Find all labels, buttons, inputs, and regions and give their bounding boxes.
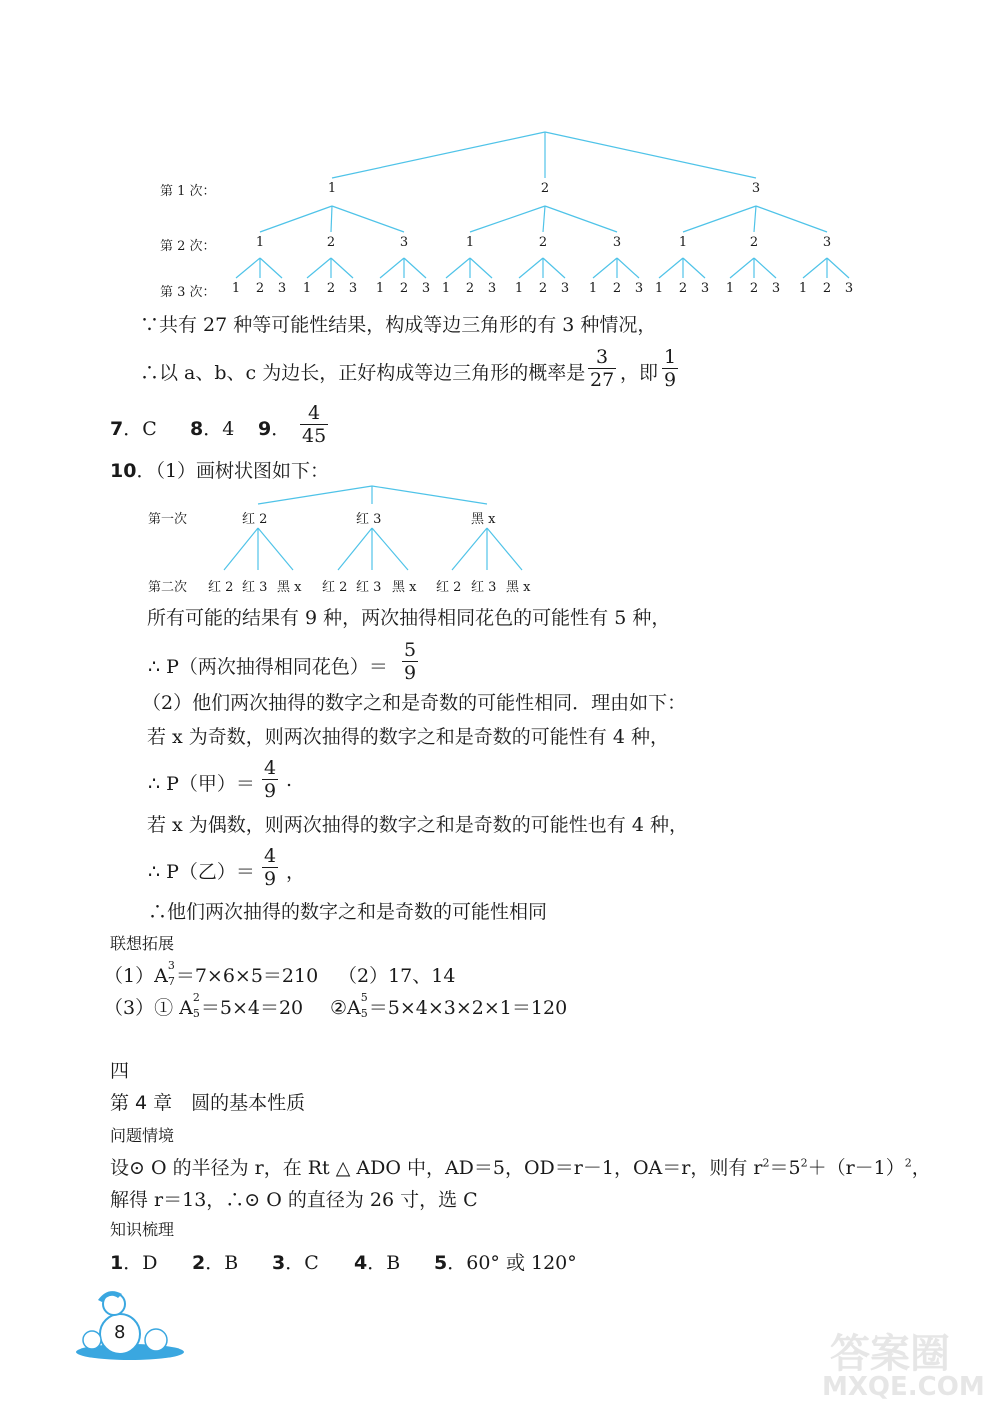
p10-p-jia-den: 9 — [264, 780, 277, 802]
knowledge-answer-2-num: 2 — [192, 1252, 206, 1274]
p10-part2: （2）他们两次抽得的数字之和是奇数的可能性相同．理由如下： — [142, 692, 687, 714]
answer-9-dot: ． — [271, 418, 291, 440]
extension-2b-rest: ＝5×4×3×2×1＝120 — [368, 997, 568, 1019]
knowledge-answer-3-num: 3 — [272, 1252, 286, 1274]
tree1-row-label-3: 第 3 次： — [160, 285, 216, 300]
p6-frac1-num: 3 — [596, 346, 609, 368]
extension-title: 联想拓展 — [110, 934, 175, 953]
knowledge-answer-1-num: 1 — [110, 1252, 124, 1274]
sol1-sup2: 2 — [800, 1156, 808, 1170]
tree1-node-l3-19: 2 — [678, 281, 688, 296]
answer-7 — [110, 414, 157, 441]
tree1-branch-l2-3 — [307, 258, 331, 278]
extension-1a-prefix: （1）A — [104, 965, 168, 987]
sol1-prefix: 设⊙ O 的半径为 r，在 Rt △ ADO 中，AD＝5，OD＝r－1，OA＝r，则有 r — [110, 1157, 763, 1179]
answer-9-frac-num: 4 — [308, 402, 321, 424]
tree1-node-l2-2: 3 — [399, 235, 409, 250]
tree1-branch-l2-12 — [519, 258, 543, 278]
tree1-node-l3-17: 3 — [634, 281, 644, 296]
p10-p-yi-num: 4 — [264, 845, 277, 867]
p10-p-yi-den: 9 — [264, 868, 277, 890]
sol1-end: ＋（r－1） — [807, 1157, 905, 1179]
extension-2b-sub: 5 — [360, 1007, 368, 1020]
p10-p-same: ∴ P（两次抽得相同花色）＝ — [148, 656, 388, 678]
p10-p-jia-frac — [262, 758, 278, 801]
tree1-node-l2-5: 3 — [612, 235, 622, 250]
tree1-branch-l2-2 — [260, 258, 282, 278]
tree2-row-label-2: 第二次 — [148, 580, 188, 595]
tree2-branch-l1-3 — [338, 528, 372, 570]
knowledge-answer-5-value: ．60° 或 120° — [447, 1252, 577, 1274]
tree1-node-l2-4: 2 — [538, 235, 548, 250]
tree1-node-l1-2: 3 — [751, 181, 761, 196]
tree1-branch-root-0 — [332, 132, 545, 178]
answer-7-value: ．C — [123, 418, 157, 440]
tree1-branch-l2-11 — [470, 258, 492, 278]
tree1-branch-l2-24 — [803, 258, 827, 278]
tree1-node-l3-11: 3 — [487, 281, 497, 296]
tree2-node-l2-4: 红 3 — [356, 580, 382, 595]
tree1-node-l3-26: 3 — [844, 281, 854, 296]
tree1-branch-l1-1 — [331, 206, 332, 232]
sol1-sup1: 2 — [762, 1156, 770, 1170]
chapter-title: 第 4 章 圆的基本性质 — [110, 1092, 306, 1114]
tree1-node-l3-9: 1 — [441, 281, 451, 296]
tree1-node-l3-22: 2 — [749, 281, 759, 296]
tree1-branch-root-2 — [545, 132, 756, 178]
tree1-node-l3-2: 3 — [277, 281, 287, 296]
knowledge-answer-5 — [434, 1248, 577, 1275]
extension-line-1a — [104, 961, 318, 988]
p10-even-line: 若 x 为偶数，则两次抽得的数字之和是奇数的可能性也有 4 种， — [147, 814, 688, 836]
knowledge-answer-3 — [272, 1248, 319, 1275]
tree1-node-l3-20: 3 — [700, 281, 710, 296]
tree1-branch-l1-3 — [470, 206, 545, 232]
tree1-node-l2-7: 2 — [749, 235, 759, 250]
tree1-node-l3-6: 1 — [375, 281, 385, 296]
tree1-node-l3-0: 1 — [231, 281, 241, 296]
tree1-node-l2-6: 1 — [678, 235, 688, 250]
section-solution-line2: 解得 r＝13，∴⊙ O 的直径为 26 寸，选 C — [110, 1189, 478, 1211]
tree1-branch-l2-8 — [404, 258, 426, 278]
extension-1a-sup: 3 — [167, 959, 175, 972]
page-number: 8 — [114, 1322, 126, 1343]
p10-num: 10 — [110, 460, 137, 482]
tree1-branch-l2-23 — [754, 258, 776, 278]
tree2-branch-l1-5 — [372, 528, 408, 570]
tree1-branch-l1-2 — [332, 206, 404, 232]
answer-9-frac-den: 45 — [302, 425, 327, 447]
p10-part1-title: ．（1）画树状图如下： — [136, 460, 330, 482]
p10-p-yi: ∴ P（乙）＝ — [148, 861, 255, 883]
tree2-node-l2-0: 红 2 — [208, 580, 234, 595]
answer-8-num: 8 — [190, 418, 204, 440]
tree2-row-label-1: 第一次 — [148, 512, 188, 527]
extension-2a-rest: ＝5×4＝20 — [200, 997, 304, 1019]
knowledge-answer-5-num: 5 — [434, 1252, 448, 1274]
tree1-branch-l1-6 — [683, 206, 756, 232]
tree1-node-l3-10: 2 — [465, 281, 475, 296]
answer-9 — [258, 414, 290, 441]
knowledge-answer-4 — [354, 1248, 400, 1275]
tree1-node-l3-18: 1 — [654, 281, 664, 296]
tree1-node-l3-15: 1 — [588, 281, 598, 296]
tree1-branch-l2-5 — [331, 258, 353, 278]
tree1-row-label-2: 第 2 次： — [160, 239, 216, 254]
tree1-node-l3-3: 1 — [302, 281, 312, 296]
p6-frac2 — [662, 347, 678, 390]
knowledge-answer-2-value: ．B — [205, 1252, 239, 1274]
extension-2b-prefix: ②A — [330, 997, 361, 1019]
p10-p-jia: ∴ P（甲）＝ — [148, 773, 255, 795]
knowledge-answer-4-num: 4 — [354, 1252, 368, 1274]
p10-line1: 所有可能的结果有 9 种，两次抽得相同花色的可能性有 5 种， — [147, 607, 671, 629]
p10-p-yi-suffix: ， — [286, 861, 306, 883]
answer-9-num: 9 — [258, 418, 272, 440]
tree1-node-l3-16: 2 — [612, 281, 622, 296]
tree1-node-l2-8: 3 — [822, 235, 832, 250]
tree1-branch-l1-5 — [545, 206, 617, 232]
extension-2a-sub: 5 — [192, 1007, 200, 1020]
tree1-branch-l2-18 — [659, 258, 683, 278]
tree1-node-l2-1: 2 — [326, 235, 336, 250]
tree1-branch-l1-8 — [756, 206, 827, 232]
tree1-node-l3-14: 3 — [560, 281, 570, 296]
tree2-node-l2-6: 红 2 — [436, 580, 462, 595]
tree1-node-l3-7: 2 — [399, 281, 409, 296]
p10-p-same-frac — [402, 640, 418, 683]
page-badge-snowman-icon — [74, 1286, 186, 1362]
watermark-text: 答案圈 — [830, 1331, 950, 1377]
tree1-node-l3-5: 3 — [348, 281, 358, 296]
tree1-node-l3-13: 2 — [538, 281, 548, 296]
tree1-branch-l2-17 — [617, 258, 639, 278]
extension-1a-sub: 7 — [167, 975, 175, 988]
p10-p-same-num: 5 — [404, 639, 417, 661]
p6-line2-mid: ，即 — [620, 362, 659, 384]
tree1-branch-l2-14 — [543, 258, 565, 278]
tree1-row-label-1: 第 1 次： — [160, 184, 216, 199]
tree2-node-l1-2: 黑 x — [471, 512, 496, 527]
extension-line-2b — [330, 993, 567, 1020]
p10-p-jia-suffix: . — [286, 769, 293, 791]
answer-8-value: ．4 — [203, 418, 235, 440]
p6-frac1-den: 27 — [590, 369, 615, 391]
tree1-node-l2-3: 1 — [465, 235, 475, 250]
tree1-branch-l2-0 — [236, 258, 260, 278]
knowledge-answer-4-value: ．B — [367, 1252, 401, 1274]
knowledge-answer-1-value: ．D — [123, 1252, 158, 1274]
tree1-node-l3-1: 2 — [255, 281, 265, 296]
tree2-node-l1-0: 红 2 — [242, 512, 268, 527]
p10-title — [110, 456, 329, 483]
p10-conclusion: ∴他们两次抽得的数字之和是奇数的可能性相同 — [148, 901, 548, 923]
probability-tree-1 — [0, 0, 1000, 310]
tree1-branch-l2-6 — [380, 258, 404, 278]
extension-2a-prefix: （3）① A — [104, 997, 193, 1019]
p6-frac2-den: 9 — [664, 369, 677, 391]
tree2-branch-l1-6 — [452, 528, 487, 570]
p10-p-jia-num: 4 — [264, 757, 277, 779]
section-sub-problem: 问题情境 — [110, 1126, 175, 1145]
sol1-tail: ， — [911, 1157, 931, 1179]
extension-2a-sup: 2 — [192, 991, 200, 1004]
tree2-node-l2-2: 黑 x — [277, 580, 302, 595]
extension-2b-sup: 5 — [360, 991, 368, 1004]
tree1-node-l3-8: 3 — [421, 281, 431, 296]
tree1-node-l1-1: 2 — [540, 181, 550, 196]
tree1-node-l3-4: 2 — [326, 281, 336, 296]
tree2-node-l2-3: 红 2 — [322, 580, 348, 595]
tree2-node-l1-1: 红 3 — [356, 512, 382, 527]
sol1-sup3: 2 — [904, 1156, 912, 1170]
p6-frac1 — [588, 347, 616, 390]
watermark-url: MXQE.COM — [822, 1372, 985, 1402]
section-sub-knowledge: 知识梳理 — [110, 1220, 175, 1239]
answer-8 — [190, 414, 234, 441]
tree1-branch-l2-9 — [446, 258, 470, 278]
tree1-node-l3-23: 3 — [771, 281, 781, 296]
section-marker: 四 — [110, 1060, 130, 1082]
tree2-node-l2-8: 黑 x — [506, 580, 531, 595]
p6-line2: ∴以 a、b、c 为边长，正好构成等边三角形的概率是 — [140, 362, 586, 384]
tree1-node-l3-25: 2 — [822, 281, 832, 296]
knowledge-answer-2 — [192, 1248, 238, 1275]
tree2-node-l2-1: 红 3 — [242, 580, 268, 595]
p10-odd-line: 若 x 为奇数，则两次抽得的数字之和是奇数的可能性有 4 种， — [147, 726, 669, 748]
tree1-branch-l2-20 — [683, 258, 705, 278]
tree2-node-l2-5: 黑 x — [392, 580, 417, 595]
tree2-branch-l1-0 — [224, 528, 258, 570]
extension-line-1b: （2）17、14 — [338, 965, 456, 987]
tree1-branch-l2-15 — [593, 258, 617, 278]
p10-p-same-den: 9 — [404, 662, 417, 684]
extension-line-2a — [104, 993, 303, 1020]
tree1-branch-l2-21 — [730, 258, 754, 278]
tree1-node-l2-0: 1 — [255, 235, 265, 250]
tree1-branch-l1-0 — [260, 206, 332, 232]
p6-frac2-num: 1 — [664, 346, 677, 368]
tree1-branch-l1-4 — [543, 206, 545, 232]
section-solution-line1 — [110, 1153, 931, 1180]
tree2-branch-l1-8 — [487, 528, 522, 570]
p10-p-yi-frac — [262, 846, 278, 889]
tree1-branch-l2-26 — [827, 258, 849, 278]
tree1-node-l3-12: 1 — [514, 281, 524, 296]
answer-7-num: 7 — [110, 418, 124, 440]
tree2-branch-root-0 — [258, 486, 372, 504]
p6-line1: ∵共有 27 种等可能性结果，构成等边三角形的有 3 种情况， — [140, 314, 657, 336]
tree1-node-l3-21: 1 — [725, 281, 735, 296]
knowledge-answer-3-value: ．C — [285, 1252, 319, 1274]
tree1-branch-l1-7 — [754, 206, 756, 232]
answer-9-frac — [300, 403, 328, 446]
tree2-node-l2-7: 红 3 — [471, 580, 497, 595]
knowledge-answer-1 — [110, 1248, 157, 1275]
tree1-node-l1-0: 1 — [327, 181, 337, 196]
tree1-node-l3-24: 1 — [798, 281, 808, 296]
tree2-branch-l1-2 — [258, 528, 293, 570]
tree2-branch-root-2 — [372, 486, 487, 504]
sol1-mid: ＝5 — [769, 1157, 801, 1179]
extension-1a-rest: ＝7×6×5＝210 — [175, 965, 319, 987]
